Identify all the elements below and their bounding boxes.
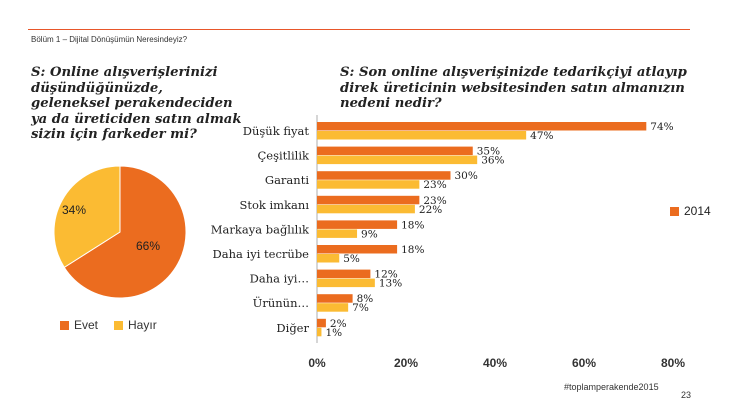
- bar-svg: [200, 115, 700, 377]
- data-label-dusuk-fiyat-s1: 47%: [530, 130, 554, 142]
- page-number: 23: [681, 390, 692, 400]
- legend-swatch-2014: [670, 207, 679, 216]
- bar-legend: [670, 204, 711, 218]
- bar-urunun-s0: [317, 294, 353, 303]
- section-label: Bölüm 1 – Dijital Dönüşümün Neresindeyiz?: [31, 35, 188, 44]
- legend-swatch-evet: [60, 321, 69, 330]
- data-label-markaya-baglilik-s1: 9%: [361, 228, 378, 241]
- data-label-urunun-s1: 7%: [352, 302, 369, 315]
- bar-diger-s1: [317, 328, 321, 337]
- x-tick-3: 60%: [571, 356, 597, 370]
- pie-chart: [48, 160, 192, 304]
- category-label-urunun: Ürünün…: [252, 296, 309, 311]
- bar-markaya-baglilik-s0: [317, 220, 397, 229]
- bar-urunun-s1: [317, 303, 348, 312]
- right-question: S: Son online alışverişinizde tedarikçiyi atlayıp direk üreticinin websitesinden satın almanızın nedeni nedir?: [340, 65, 687, 111]
- legend-item-hayir: [114, 318, 157, 332]
- footer-hashtag: #toplamperakende2015: [564, 382, 659, 392]
- data-label-dusuk-fiyat-s0: 74%: [650, 121, 674, 133]
- category-label-dusuk-fiyat: Düşük fiyat: [242, 124, 309, 138]
- data-label-garanti-s1: 23%: [423, 179, 447, 192]
- bar-stok-imkani-s1: [317, 205, 415, 214]
- data-label-diger-s0: 2%: [329, 317, 347, 330]
- bar-chart: [200, 115, 700, 377]
- pie-label-hayir: 34%: [62, 203, 87, 217]
- category-label-cesitlilik: Çeşitlilik: [257, 148, 309, 163]
- bar-daha-iyi-s1: [317, 279, 375, 288]
- left-question: S: Online alışverişlerinizi düşündüğünüzde, geleneksel perakendeciden ya da üreticiden satın almak sizin için farkeder mi?: [31, 65, 242, 142]
- data-label-markaya-baglilik-s0: 18%: [401, 219, 425, 232]
- category-label-diger: Diğer: [276, 320, 309, 335]
- data-label-daha-iyi-tecrube-s0: 18%: [401, 244, 425, 256]
- legend-item-evet: [60, 318, 98, 332]
- legend-swatch-hayir: [114, 321, 123, 330]
- category-label-markaya-baglilik: Markaya bağlılık: [210, 222, 309, 237]
- legend-label-2014: 2014: [684, 204, 711, 218]
- bar-markaya-baglilik-s1: [317, 229, 357, 238]
- data-label-urunun-s0: 8%: [356, 293, 374, 306]
- data-label-stok-imkani-s0: 23%: [423, 194, 447, 207]
- legend-label-evet: Evet: [74, 318, 99, 332]
- category-label-daha-iyi: Daha iyi…: [249, 271, 309, 286]
- pie-legend: [60, 318, 157, 332]
- x-tick-1: 20%: [393, 356, 419, 370]
- category-label-stok-imkani: Stok imkanı: [239, 197, 309, 212]
- data-label-cesitlilik-s0: 35%: [476, 145, 501, 158]
- pie-label-evet: 66%: [136, 239, 161, 253]
- data-label-daha-iyi-s1: 13%: [378, 277, 403, 290]
- bar-dusuk-fiyat-s1: [317, 131, 526, 140]
- x-tick-4: 80%: [660, 356, 686, 370]
- x-tick-0: 0%: [308, 356, 326, 370]
- bar-stok-imkani-s0: [317, 196, 419, 205]
- pie-svg: [48, 160, 192, 304]
- data-label-garanti-s0: 30%: [454, 170, 478, 183]
- bar-daha-iyi-s0: [317, 270, 370, 279]
- data-label-diger-s1: 1%: [325, 326, 343, 339]
- category-label-garanti: Garanti: [264, 173, 309, 188]
- top-rule: [28, 29, 690, 30]
- bar-dusuk-fiyat-s0: [317, 122, 646, 131]
- bar-daha-iyi-tecrube-s1: [317, 254, 339, 263]
- category-label-daha-iyi-tecrube: Daha iyi tecrübe: [212, 247, 309, 261]
- data-label-stok-imkani-s1: 22%: [418, 203, 443, 216]
- data-label-daha-iyi-tecrube-s1: 5%: [343, 253, 360, 265]
- legend-label-hayir: Hayır: [128, 318, 157, 332]
- data-label-cesitlilik-s1: 36%: [481, 154, 505, 167]
- bar-cesitlilik-s0: [317, 147, 473, 156]
- data-label-daha-iyi-s0: 12%: [374, 268, 398, 281]
- bar-garanti-s1: [317, 180, 419, 189]
- x-tick-2: 40%: [482, 356, 508, 370]
- bar-cesitlilik-s1: [317, 156, 477, 165]
